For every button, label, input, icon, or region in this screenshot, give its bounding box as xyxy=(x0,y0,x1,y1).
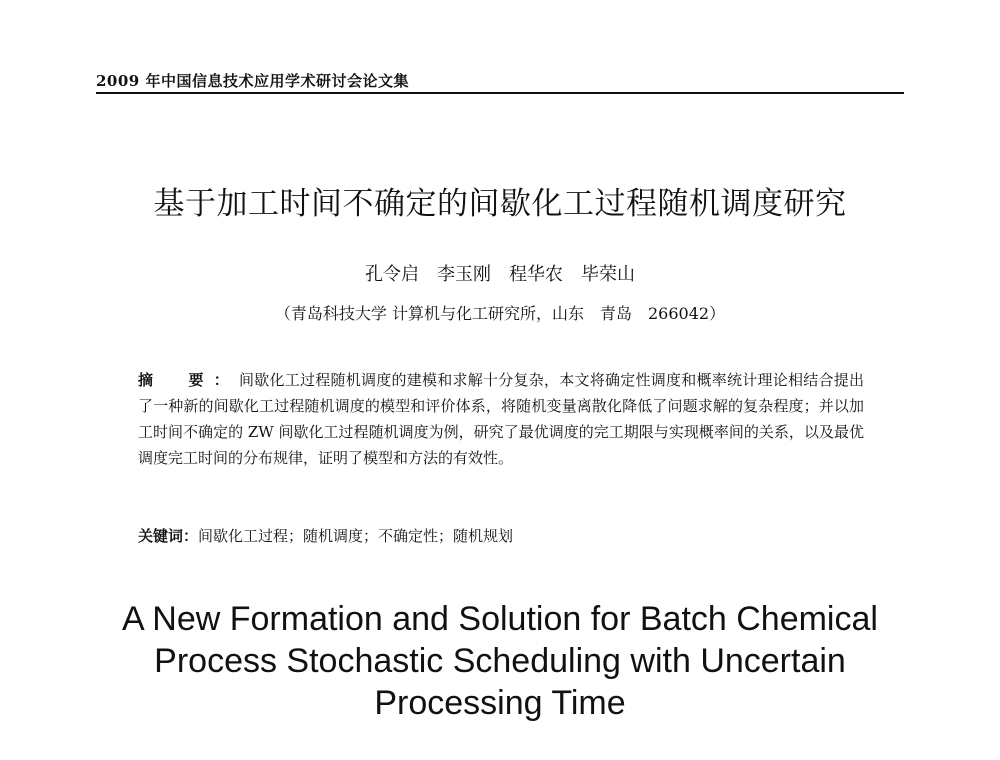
paper-authors: 孔令启 李玉刚 程华农 毕荣山 xyxy=(365,264,635,285)
abstract xyxy=(138,367,864,471)
keywords-text: 间歇化工过程；随机调度；不确定性；随机规划 xyxy=(198,527,514,545)
abstract-label: 摘 要： xyxy=(138,371,239,389)
english-title-line: A New Formation and Solution for Batch Chemical xyxy=(122,600,878,638)
header-divider xyxy=(96,92,904,94)
keywords-label: 关键词： xyxy=(138,527,199,545)
english-title-line: Process Stochastic Scheduling with Uncertain xyxy=(154,642,846,680)
paper-affiliation: （青岛科技大学 计算机与化工研究所，山东 青岛 266042） xyxy=(274,304,726,323)
english-title xyxy=(0,598,1000,724)
running-header: 2009 年中国信息技术应用学术研讨会论文集 xyxy=(96,72,409,90)
paper-title: 基于加工时间不确定的间歇化工过程随机调度研究 xyxy=(153,186,847,222)
abstract-text: 间歇化工过程随机调度的建模和求解十分复杂，本文将确定性调度和概率统计理论相结合提出了一种新的间歇化工过程随机调度的模型和评价体系，将随机变量离散化降低了问题求解的复杂程度；并以加工时间不确定的 ZW 间歇化工过程随机调度为例，研究了最优调度的完工期限与实现概率间的关系，以及最优调度完工时间的分布规律，证明了模型和方法的有效性。 xyxy=(138,371,864,467)
keywords xyxy=(138,523,864,549)
english-title-line: Processing Time xyxy=(374,684,626,722)
